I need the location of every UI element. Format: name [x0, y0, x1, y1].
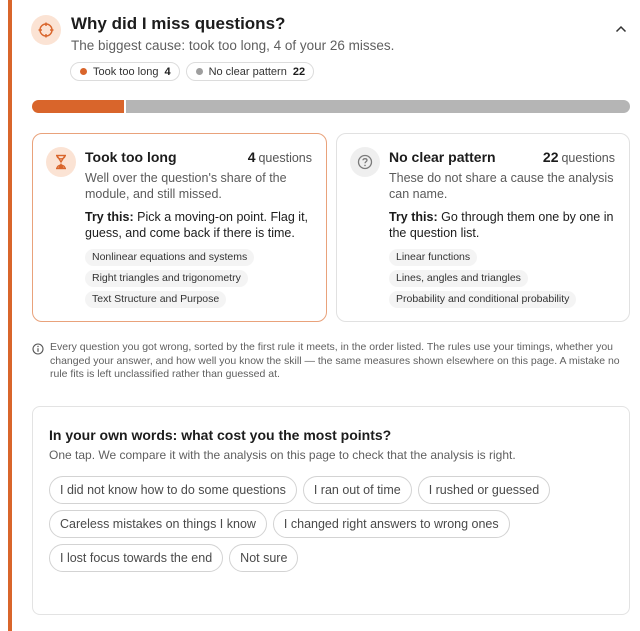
legend-item-no-clear-pattern	[186, 62, 315, 81]
legend-label: Took too long	[93, 65, 159, 78]
legend-item-took-too-long	[70, 62, 180, 81]
card-count: 4 questions	[247, 149, 312, 165]
card-title: Took too long	[85, 149, 177, 165]
self-report-survey	[32, 406, 630, 615]
bar-segment-no-clear-pattern	[126, 100, 630, 113]
survey-option-button[interactable]: Not sure	[229, 544, 298, 572]
legend-label: No clear pattern	[208, 65, 287, 78]
survey-option-button[interactable]: I rushed or guessed	[418, 476, 551, 504]
card-tip: Try this: Pick a moving-on point. Flag it, guess, and come back if there is time.	[85, 210, 309, 240]
legend-count: 22	[292, 65, 306, 78]
legend-dot	[80, 68, 87, 75]
skill-tag: Lines, angles and triangles	[389, 270, 528, 287]
skill-list	[389, 249, 576, 308]
crosshair-icon	[31, 15, 61, 45]
skill-tag: Linear functions	[389, 249, 477, 266]
skill-tag: Right triangles and trigonometry	[85, 270, 248, 287]
info-icon	[32, 342, 44, 354]
legend-dot	[196, 68, 203, 75]
survey-subtitle: One tap. We compare it with the analysis on this page to check that the analysis is right.	[49, 448, 516, 462]
legend-count: 4	[164, 65, 171, 78]
section-subtitle: The biggest cause: took too long, 4 of your 26 misses.	[71, 38, 395, 53]
card-count: 22 questions	[542, 149, 615, 165]
card-tip: Try this: Go through them one by one in the question list.	[389, 210, 614, 240]
section-accent-bar	[8, 0, 12, 631]
skill-tag: Nonlinear equations and systems	[85, 249, 254, 266]
survey-option-button[interactable]: I ran out of time	[303, 476, 412, 504]
cause-card-no-clear-pattern	[336, 133, 630, 322]
skill-tag: Text Structure and Purpose	[85, 291, 226, 308]
survey-title: In your own words: what cost you the most points?	[49, 427, 392, 443]
survey-option-button[interactable]: I lost focus towards the end	[49, 544, 223, 572]
card-title: No clear pattern	[389, 149, 496, 165]
skill-tag: Probability and conditional probability	[389, 291, 576, 308]
question-circle-icon	[350, 147, 380, 177]
method-note: Every question you got wrong, sorted by the first rule it meets, in the order listed. The rules use your timings, whether you changed your answer, and how well you know the skill — the same measures shown elsewhere on this page. A mistake no rule fits is left unclassified rather than guessed at.	[50, 341, 620, 380]
bar-segment-took-too-long	[32, 100, 124, 113]
survey-option-button[interactable]: I changed right answers to wrong ones	[273, 510, 510, 538]
card-description: Well over the question's share of the module, and still missed.	[85, 171, 287, 201]
hourglass-icon	[46, 147, 76, 177]
card-description: These do not share a cause the analysis can name.	[389, 171, 614, 201]
survey-option-button[interactable]: Careless mistakes on things I know	[49, 510, 267, 538]
survey-options	[49, 476, 609, 572]
section-title: Why did I miss questions?	[71, 14, 286, 33]
survey-option-button[interactable]: I did not know how to do some questions	[49, 476, 297, 504]
legend	[70, 62, 314, 81]
miss-breakdown-bar	[32, 100, 630, 113]
chevron-up-icon[interactable]	[612, 20, 630, 38]
skill-list	[85, 249, 254, 308]
cause-card-took-too-long	[32, 133, 327, 322]
